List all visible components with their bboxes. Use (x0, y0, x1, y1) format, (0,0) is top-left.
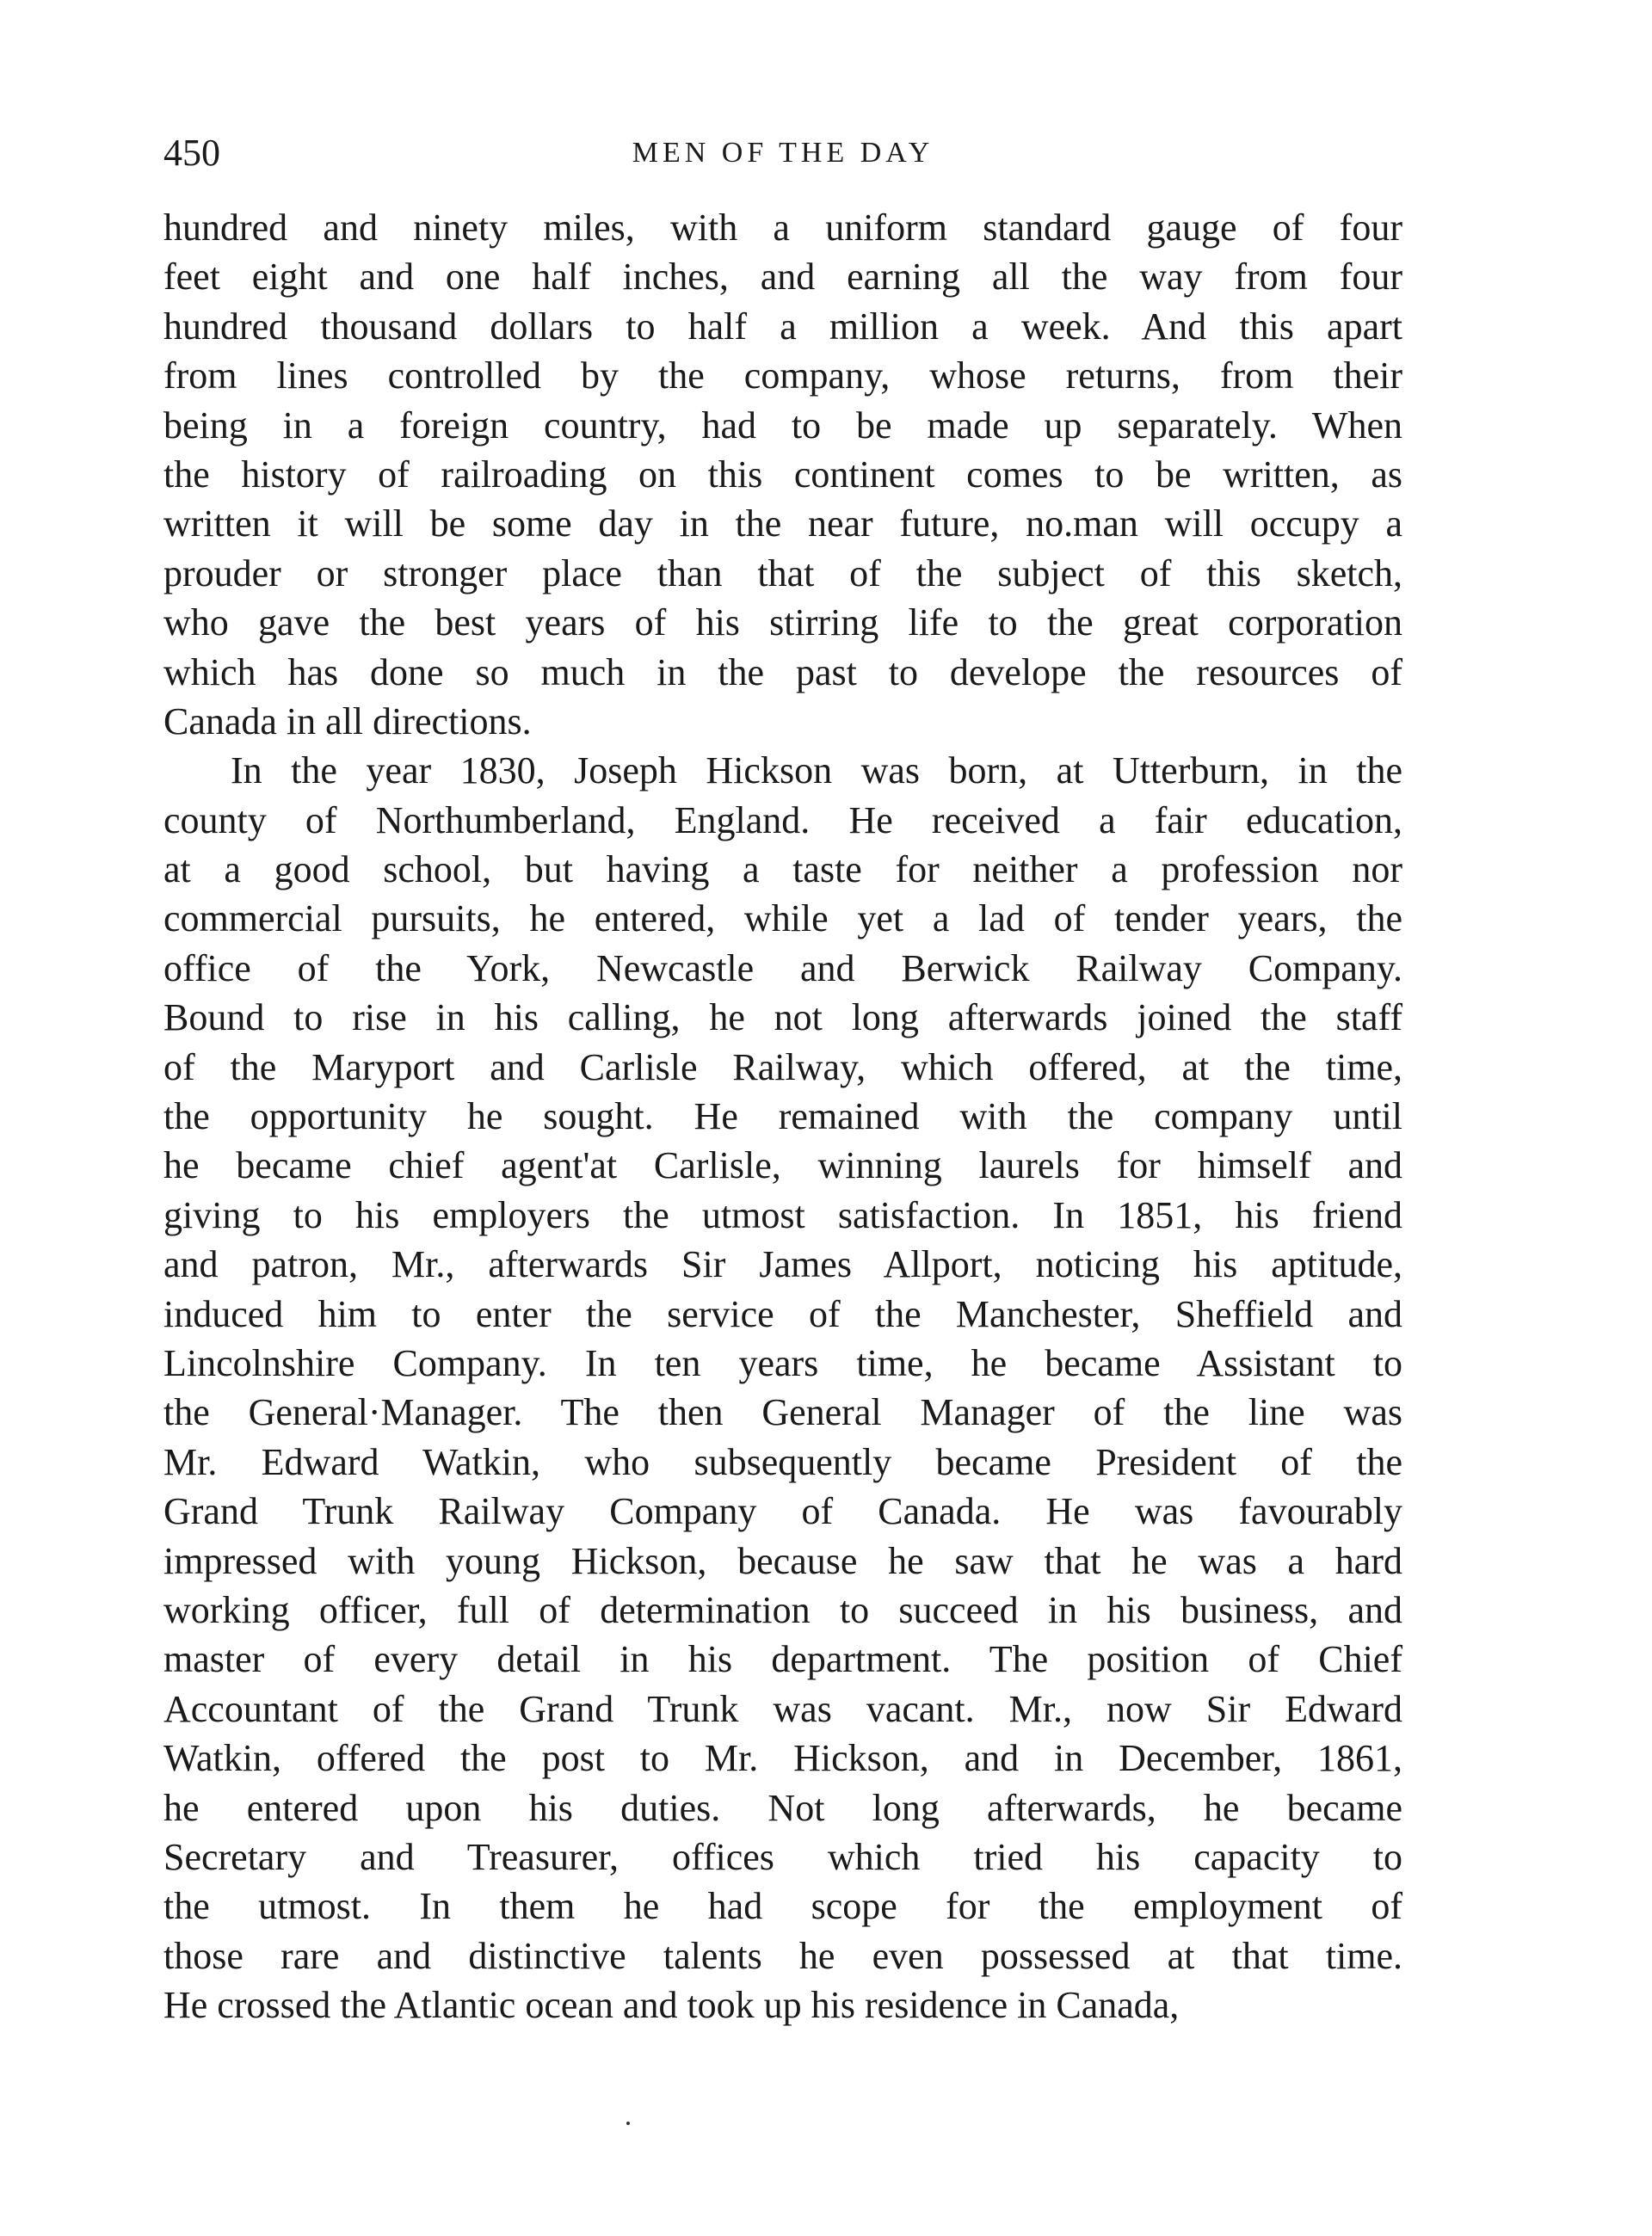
text-line: who gave the best years of his stirring life to the great corporation (163, 601, 1402, 644)
text-line: master of every detail in his department. The position of Chief (163, 1638, 1402, 1681)
text-line: Watkin, offered the post to Mr. Hickson, and in December, 1861, (163, 1737, 1402, 1780)
text-line: giving to his employers the utmost satisfaction. In 1851, his friend (163, 1193, 1402, 1236)
text-line: Secretary and Treasurer, offices which tried his capacity to (163, 1835, 1402, 1878)
text-line: office of the York, Newcastle and Berwick Railway Company. (163, 946, 1402, 989)
text-line: commercial pursuits, he entered, while yet a lad of tender years, the (163, 897, 1402, 940)
text-line: prouder or stronger place than that of the subject of this sketch, (163, 551, 1402, 594)
text-line: Canada in all directions. (163, 699, 532, 742)
running-title: MEN OF THE DAY (632, 137, 934, 169)
paragraph (163, 203, 1402, 746)
text-line: the opportunity he sought. He remained with the company until (163, 1095, 1402, 1138)
text-line: of the Maryport and Carlisle Railway, which offered, at the time, (163, 1045, 1402, 1088)
text-line: written it will be some day in the near future, no.man will occupy a (163, 502, 1402, 545)
text-line: the utmost. In them he had scope for the employment of (163, 1885, 1402, 1928)
text-line: which has done so much in the past to develope the resources of (163, 650, 1402, 693)
running-head (163, 127, 1402, 179)
text-line: and patron, Mr., afterwards Sir James Allport, noticing his aptitude, (163, 1243, 1402, 1286)
text-line: the General·Manager. The then General Manager of the line was (163, 1391, 1402, 1434)
page-number: 450 (163, 132, 220, 174)
text-line: Grand Trunk Railway Company of Canada. He was favourably (163, 1490, 1402, 1533)
text-line: Bound to rise in his calling, he not long afterwards joined the staff (163, 996, 1402, 1039)
text-line: Mr. Edward Watkin, who subsequently became President of the (163, 1440, 1402, 1483)
text-line: hundred and ninety miles, with a uniform standard gauge of four (163, 206, 1402, 249)
print-speck (626, 2122, 630, 2125)
text-line: hundred thousand dollars to half a million a week. And this apart (163, 305, 1402, 348)
text-line: Accountant of the Grand Trunk was vacant. Mr., now Sir Edward (163, 1687, 1402, 1730)
text-line: at a good school, but having a taste for neither a profession nor (163, 848, 1402, 891)
text-line: the history of railroading on this continent comes to be written, as (163, 453, 1402, 496)
text-line: working officer, full of determination to succeed in his business, and (163, 1588, 1402, 1631)
text-line: county of Northumberland, England. He received a fair education, (163, 798, 1402, 841)
text-line: feet eight and one half inches, and earning all the way from four (163, 256, 1402, 299)
text-line: Lincolnshire Company. In ten years time, he became Assistant to (163, 1341, 1402, 1384)
text-line: being in a foreign country, had to be made up separately. When (163, 403, 1402, 447)
text-line: those rare and distinctive talents he even possessed at that time. (163, 1934, 1402, 1977)
text-line: from lines controlled by the company, whose returns, from their (163, 354, 1402, 397)
body-text (163, 203, 1402, 2030)
text-line: induced him to enter the service of the Manchester, Sheffield and (163, 1292, 1402, 1335)
text-line: he became chief agent'at Carlisle, winning laurels for himself and (163, 1144, 1402, 1187)
text-line: He crossed the Atlantic ocean and took up his residence in Canada, (163, 1984, 1180, 2027)
text-line: In the year 1830, Joseph Hickson was born, at Utterburn, in the (231, 749, 1402, 792)
text-line: he entered upon his duties. Not long afterwards, he became (163, 1786, 1402, 1829)
paragraph (163, 746, 1402, 2030)
text-line: impressed with young Hickson, because he saw that he was a hard (163, 1539, 1402, 1582)
